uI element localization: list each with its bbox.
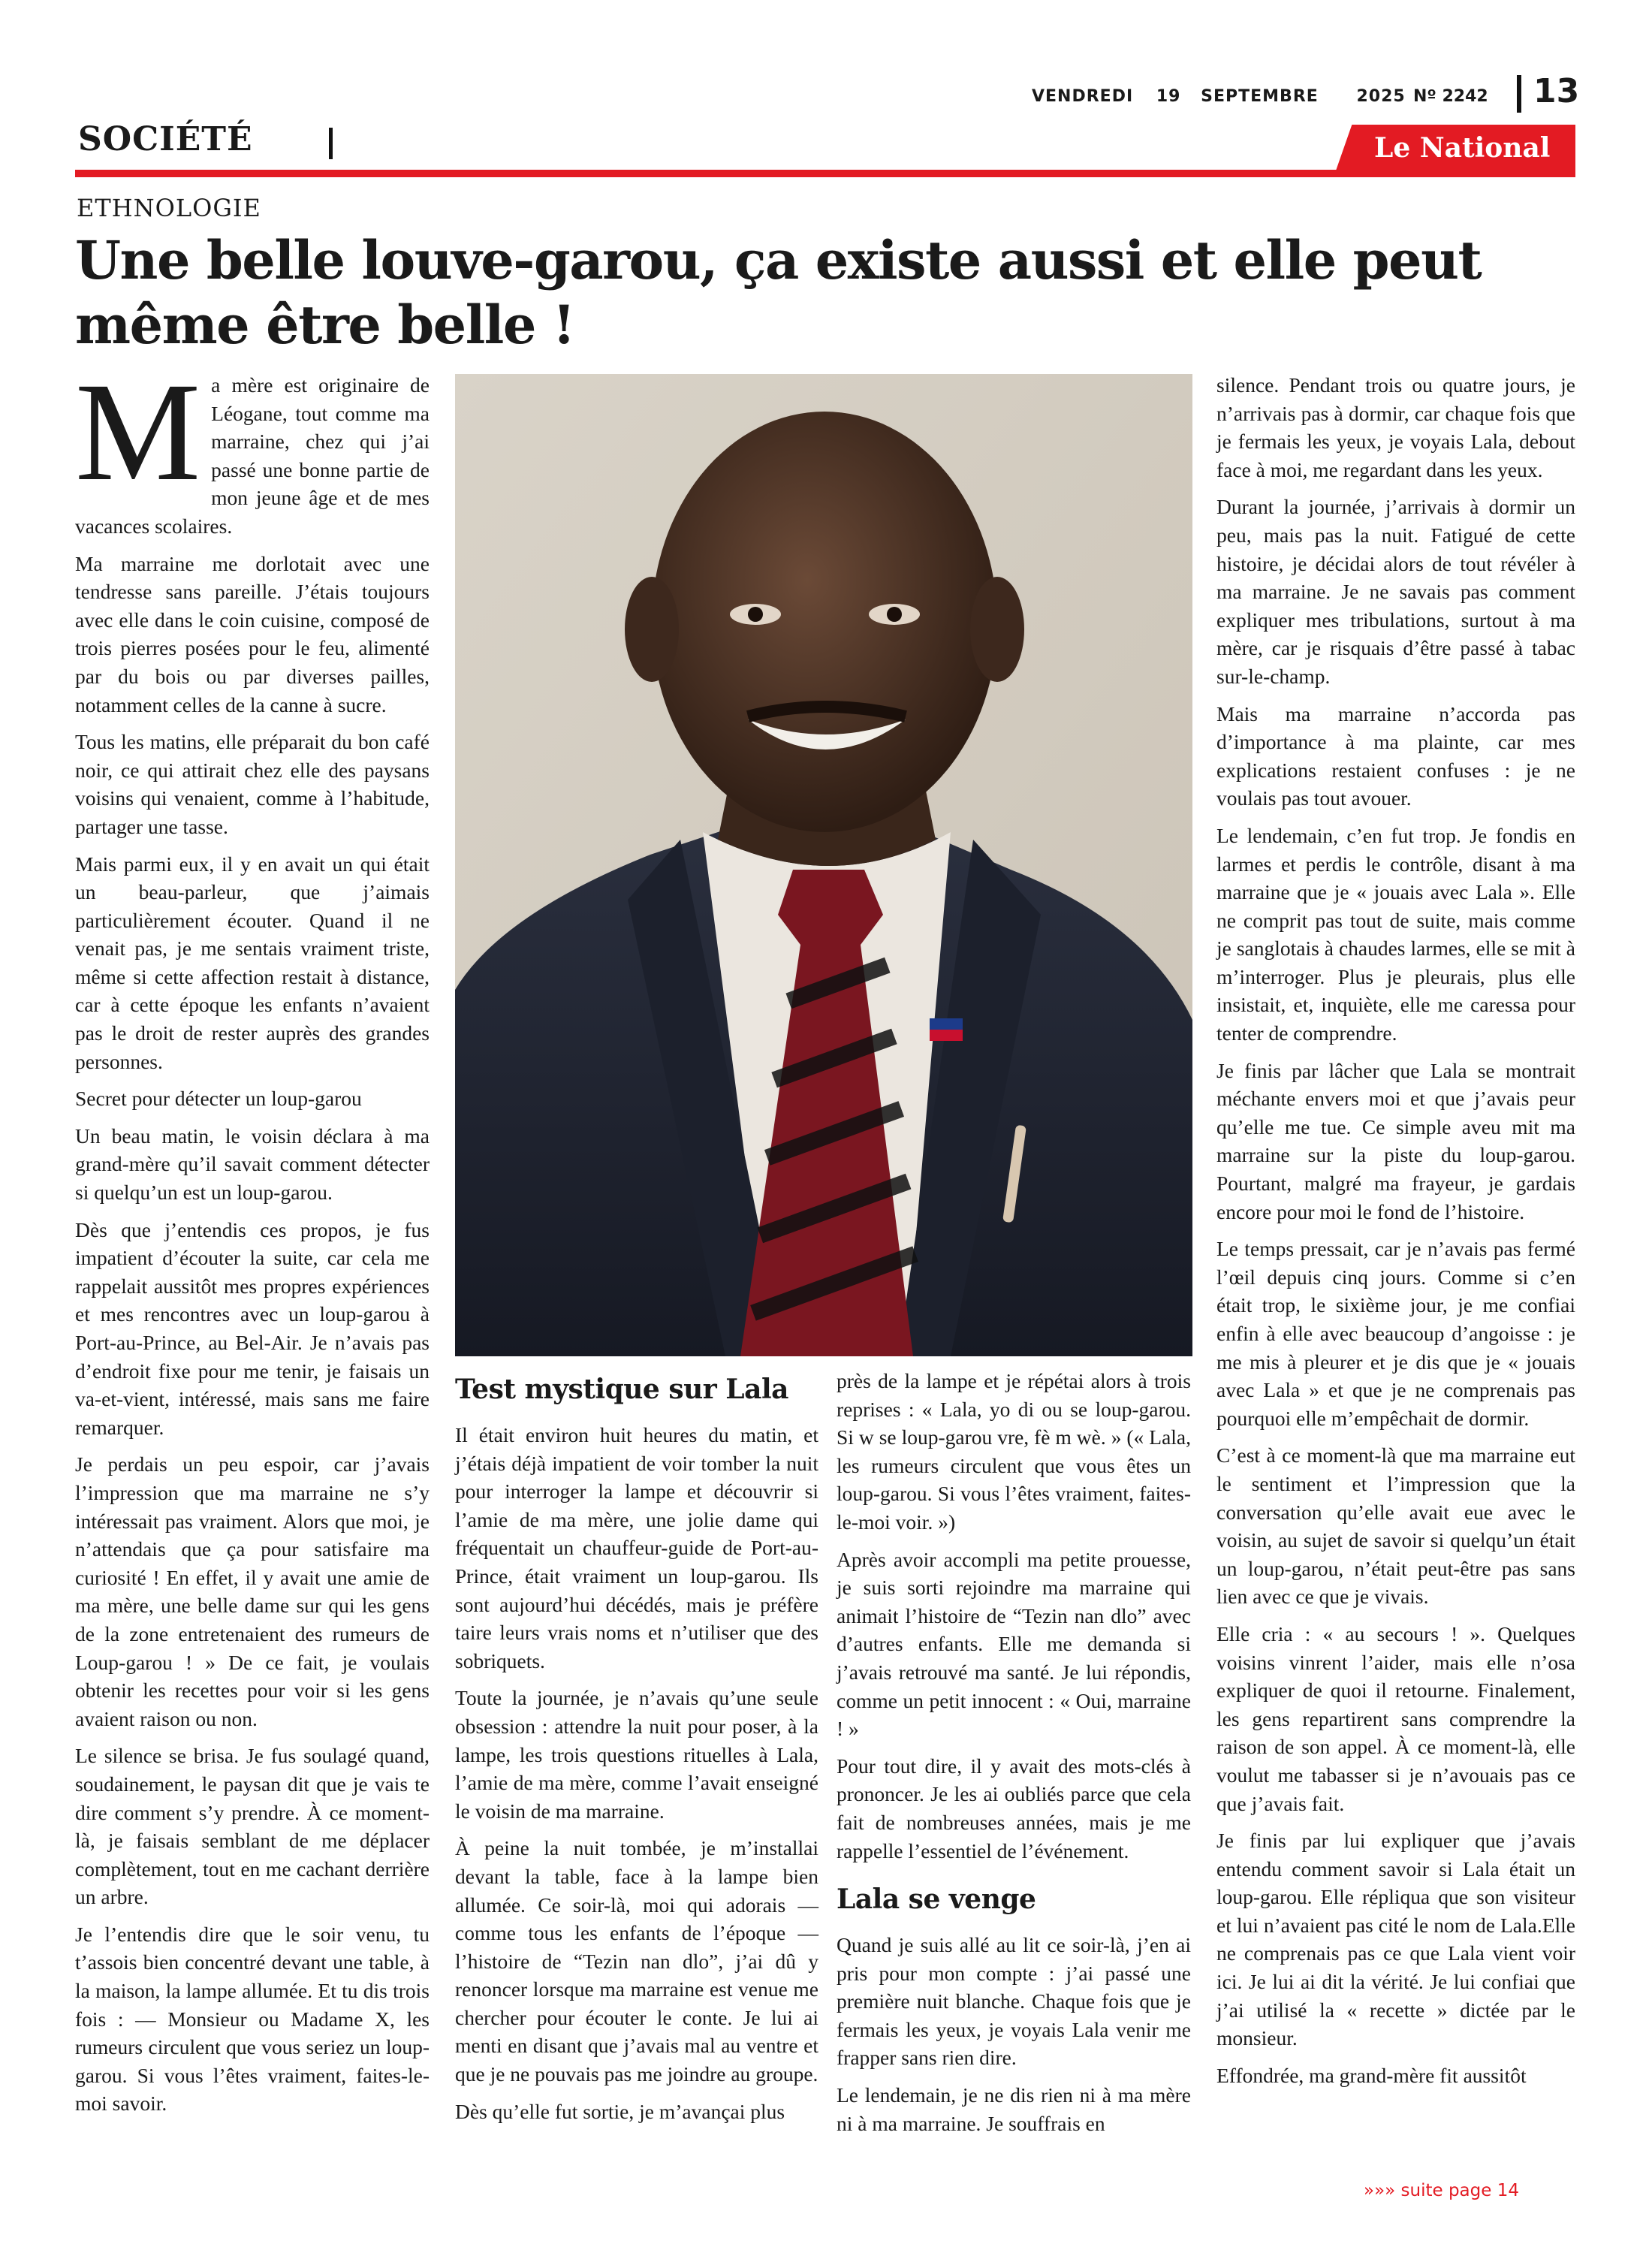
subheading: Lala se venge (837, 1884, 1036, 1916)
page-number: 13 (1533, 72, 1580, 110)
continuation-link[interactable]: »»» suite page 14 (1364, 2181, 1519, 2200)
article-kicker: ETHNOLOGIE (77, 194, 261, 222)
brand-name: Le National (1374, 132, 1551, 164)
paragraph: Je finis par lâcher que Lala se montrait méchante envers moi et que j’avais peur qu’elle me tue. Ce simple aveu mit ma marraine sur la piste du loup-garou. Pourtant, malgré ma frayeur, je gardais encore pour moi le fond de l’histoire. (1216, 1058, 1575, 1223)
paragraph: Je perdais un peu espoir, car j’avais l’impression que ma marraine ne s’y intéressait pas vraiment. Alors que moi, je n’attendais que ça pour satisfaire ma curiosité ! En effet, il y avait une amie de ma mère, une belle dame sur qui les gens de la zone entretenaient des rumeurs de Loup-garou ! » De ce fait, je voulais obtenir les recettes pour voir si les gens avaient raison ou non. (75, 1452, 430, 1730)
subheading: Test mystique sur Lala (455, 1374, 788, 1405)
issue-date (1032, 87, 1406, 106)
paragraph: Mais parmi eux, il y en avait un qui était un beau-parleur, que j’aimais particulièrement écouter. Quand il ne venait pas, je me sentais vraiment triste, même si cette affection restait à distance, car à cette époque les enfants n’avaient pas le droit de rester auprès des grandes personnes. (75, 852, 430, 1073)
paragraph: silence. Pendant trois ou quatre jours, je n’arrivais pas à dormir, car chaque fois que je fermais les yeux, je voyais Lala, debout face à moi, me regardant dans les yeux. (1216, 373, 1575, 481)
article-headline: Une belle louve-garou, ça existe aussi et elle peut même être belle ! (75, 229, 1482, 356)
paragraph: Un beau matin, le voisin déclara à ma grand-mère qu’il savait comment détecter si quelqu’un est un loup-garou. (75, 1123, 430, 1205)
header-divider (1517, 75, 1521, 113)
paragraph: Elle cria : « au secours ! ». Quelques voisins vinrent l’aider, mais elle n’osa expliquer de quoi il retourne. Finalement, les gens repartirent sans comprendre la raison de son appel. À ce moment-là, elle voulut me tabasser si je n’avouais pas ce que j’avais fait. (1216, 1621, 1575, 1815)
paragraph: Mais ma marraine n’accorda pas d’importance à ma plainte, car mes explications restaient confuses : je ne voulais pas tout avouer. (1216, 701, 1575, 810)
issue-year: 2025 (1356, 87, 1406, 106)
paragraph: Il était environ huit heures du matin, et j’étais déjà impatient de voir tomber la nuit pour interroger la lampe et découvrir si l’amie de ma mère, une jolie dame qui fréquentait un chauffeur-guide de Port-au-Prince, était vraiment un loup-garou. Ils sont aujourd’hui décédés, mais je préfère taire leurs vrais noms et n’utiliser que des sobriquets. (455, 1423, 818, 1672)
paragraph: C’est à ce moment-là que ma marraine eut le sentiment et l’impression que la conversation qu’elle avait eue avec le voisin, au sujet de savoir si quelqu’un était un loup-garou, n’était peut-être pas sans lien avec ce que je vivais. (1216, 1443, 1575, 1609)
issue-month: SEPTEMBRE (1201, 87, 1319, 106)
issue-date-number: 19 (1156, 87, 1181, 106)
paragraph: Ma marraine me dorlotait avec une tendresse sans pareille. J’étais toujours avec elle dans le coin cuisine, composé de trois pierres posées pour le feu, alimenté par du bois ou par diverses pailles, notamment celles de la canne à sucre. (75, 551, 430, 716)
paragraph: Je finis par lui expliquer que j’avais entendu comment savoir si Lala était un loup-garou. Elle répliqua que son visiteur et lui n’avaient pas cité le nom de Lala.Elle ne comprenais pas ce que Lala vient voir ici. Je lui ai dit la vérité. Je lui confiai que j’ai utilisé la « recette » dictée par le monsieur. (1216, 1829, 1575, 2050)
article-column-1 (75, 353, 430, 2127)
issue-day: VENDREDI (1032, 87, 1134, 106)
section-title: SOCIÉTÉ (78, 120, 253, 158)
paragraph: Effondrée, ma grand-mère fit aussitôt (1216, 2063, 1527, 2087)
header-rule (75, 170, 1575, 177)
paragraph: Secret pour détecter un loup-garou (75, 1087, 362, 1111)
paragraph: Quand je suis allé au lit ce soir-là, j’en ai pris pour mon compte : j’ai passé une première nuit blanche. Chaque fois que je fermais les yeux, je voyais Lala venir me frapper sans rien dire. (837, 1933, 1191, 2070)
paragraph: À peine la nuit tombée, je m’installai devant la table, face à la lampe bien allumée. Ce soir-là, moi qui adorais — comme tous les enfants de l’époque — l’histoire de “Tezin nan dlo”, j’ai dû y renoncer lorsque ma marraine est venue me chercher pour écouter le conte. Je lui ai menti en disant que j’avais mal au ventre et que je ne pouvais pas me joindre au groupe. (455, 1836, 818, 2086)
paragraph: Pour tout dire, il y avait des mots-clés à prononcer. Je les ai oubliés parce que cela fait de nombreuses années, mais je me rappelle l’essentiel de l’événement. (837, 1754, 1191, 1862)
article-column-2 (455, 1367, 818, 2134)
paragraph: Toute la journée, je n’avais qu’une seule obsession : attendre la nuit pour poser, à la lampe, les trois questions rituelles à Lala, l’amie de ma mère, comme l’avait enseigné le voisin de ma marraine. (455, 1686, 818, 1823)
paragraph: près de la lampe et je répétai alors à trois reprises : « Lala, yo di ou se loup-garou. Si w se loup-garou vre, fè m wè. » (« Lala, les rumeurs circulent que vous êtes un loup-garou. Si vous l’êtes vraiment, faites-le-moi voir. ») (837, 1369, 1191, 1534)
paragraph: Le temps pressait, car je n’avais pas fermé l’œil depuis cinq jours. Comme si c’en était trop, le sixième jour, je me confiai enfin à elle avec beaucoup d’angoisse : je me mis à pleurer et je dis que je « jouais avec Lala » et que je ne comprenais pas pourquoi elle m’empêchait de dormir. (1216, 1237, 1575, 1430)
paragraph: Je l’entendis dire que le soir venu, tu t’assois bien concentré devant une table, à la maison, la lampe allumée. Et tu dis trois fois : — Monsieur ou Madame X, les rumeurs circulent que vous seriez un loup-garou. Si vous l’êtes vraiment, faites-le-moi savoir. (75, 1922, 430, 2116)
portrait-photo (455, 374, 1192, 1356)
paragraph: Durant la journée, j’arrivais à dormir un peu, mais pas la nuit. Fatigué de cette histoire, je décidai alors de tout révéler à ma marraine. Je ne savais pas comment expliquer mes tribulations, surtout à ma mère, car je risquais d’être passé à tabac sur-le-champ. (1216, 495, 1575, 688)
section-divider (329, 128, 333, 159)
paragraph: Le silence se brisa. Je fus soulagé quand, soudainement, le paysan dit que je vais te dire comment s’y prendre. À ce moment-là, je faisais semblant de me déplacer complètement, tout en me cachant derrière un arbre. (75, 1744, 430, 1909)
article-column-3 (837, 1367, 1191, 2146)
paragraph: Dès qu’elle fut sortie, je m’avançai plus (455, 2099, 785, 2123)
paragraph: Ma mère est originaire de Léogane, tout comme ma marraine, chez qui j’ai passé une bonne partie de mon jeune âge et de mes vacances scolaires. (75, 353, 430, 538)
drop-cap: M (75, 353, 201, 510)
issue-number: Nº 2242 (1413, 87, 1488, 106)
paragraph: Le lendemain, c’en fut trop. Je fondis en larmes et perdis le contrôle, disant à ma marraine que je « jouais avec Lala ». Elle ne comprit pas tout de suite, mais comme je sanglotais à chaudes larmes, elle se mit à m’interroger. Plus je pleurais, plus elle insistait, et, inquiète, elle me caressa pour tenter de comprendre. (1216, 823, 1575, 1045)
paragraph: Tous les matins, elle préparait du bon café noir, ce qui attirait chez elle des paysans voisins qui venaient, comme à l’habitude, partager une tasse. (75, 730, 430, 838)
paragraph: Dès que j’entendis ces propos, je fus impatient d’écouter la suite, car cela me rappelait aussitôt mes propres expériences et mes rencontres avec un loup-garou à Port-au-Prince, au Bel-Air. Je n’avais pas d’endroit fixe pour me tenir, je faisais un va-et-vient, intéressé, mais sans me faire remarquer. (75, 1217, 430, 1439)
paragraph: Après avoir accompli ma petite prouesse, je suis sorti rejoindre ma marraine qui animait l’histoire de “Tezin nan dlo” avec d’autres enfants. Elle me demanda si j’avais retrouvé ma santé. Je lui répondis, comme un petit innocent : « Oui, marraine ! » (837, 1547, 1191, 1741)
paragraph: Le lendemain, je ne dis rien ni à ma mère ni à ma marraine. Je souffrais en (837, 2083, 1191, 2135)
article-column-4 (1216, 371, 1575, 2098)
